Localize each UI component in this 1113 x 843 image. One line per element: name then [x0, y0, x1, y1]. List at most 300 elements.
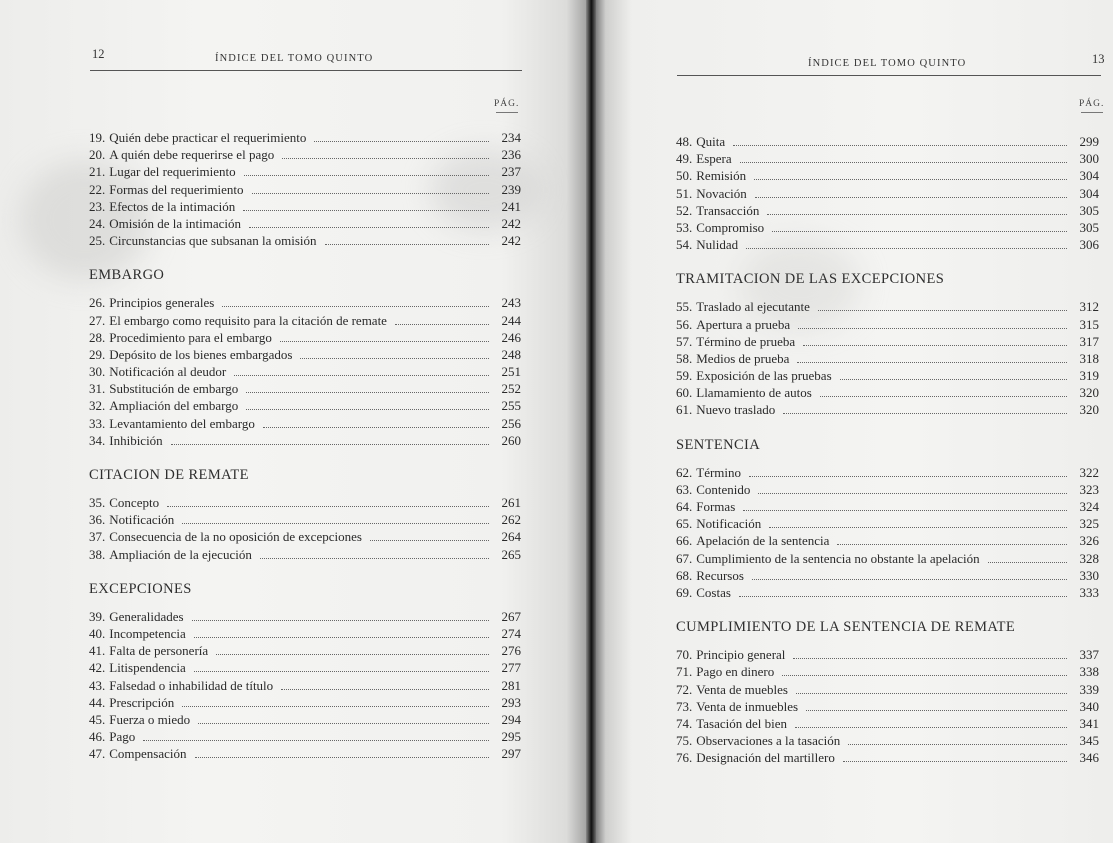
entry-title: A quién debe requerirse el pago: [109, 147, 275, 163]
entry-number: 73.: [676, 698, 693, 714]
entry-title: Substitución de embargo: [109, 381, 239, 397]
entry-page-number: 236: [501, 147, 521, 163]
toc-entry: [676, 482, 1099, 499]
toc-entry: [89, 729, 521, 746]
dot-leader: [246, 392, 489, 393]
entry-number: 46.: [89, 729, 106, 745]
dot-leader: [988, 562, 1067, 563]
dot-leader: [798, 328, 1067, 329]
entry-title: Prescripción: [109, 694, 175, 710]
entry-page-number: 326: [1079, 533, 1099, 549]
section-heading: TRAMITACION DE LAS EXCEPCIONES: [676, 271, 945, 288]
entry-number: 23.: [89, 198, 106, 214]
dot-leader: [837, 544, 1067, 545]
toc-entry: [676, 237, 1099, 254]
entry-number: 25.: [89, 233, 106, 249]
entry-page-number: 328: [1079, 550, 1099, 566]
toc-entry: [89, 678, 521, 695]
toc-entry: [89, 712, 521, 729]
page-number: 13: [1092, 52, 1105, 66]
entry-title: Transacción: [696, 202, 760, 218]
entry-page-number: 295: [501, 729, 521, 745]
toc-entry: [89, 512, 521, 529]
entry-title: Notificación al deudor: [109, 364, 227, 380]
entry-title: Espera: [696, 151, 732, 167]
entry-page-number: 339: [1079, 681, 1099, 697]
entry-number: 76.: [676, 750, 693, 766]
dot-leader: [194, 671, 489, 672]
entry-title: Compromiso: [696, 219, 765, 235]
entry-number: 37.: [89, 529, 106, 545]
entry-page-number: 320: [1079, 385, 1099, 401]
dot-leader: [746, 248, 1067, 249]
toc-entry: [89, 182, 521, 199]
entry-page-number: 241: [501, 198, 521, 214]
entry-title: Medios de prueba: [696, 350, 790, 366]
dot-leader: [216, 654, 489, 655]
entry-page-number: 262: [501, 512, 521, 528]
dot-leader: [795, 727, 1067, 728]
toc-entry: [676, 402, 1099, 419]
toc-entry: [676, 664, 1099, 681]
entry-page-number: 346: [1079, 750, 1099, 766]
entry-page-number: 325: [1079, 516, 1099, 532]
toc-entry: [676, 186, 1099, 203]
toc-entry: [89, 199, 521, 216]
entry-number: 55.: [676, 299, 693, 315]
entry-page-number: 345: [1079, 733, 1099, 749]
dot-leader: [758, 493, 1067, 494]
entry-number: 22.: [89, 181, 106, 197]
toc-entry: [89, 398, 521, 415]
entry-number: 67.: [676, 550, 693, 566]
toc-entry: [89, 695, 521, 712]
dot-leader: [195, 757, 489, 758]
dot-leader: [325, 244, 490, 245]
toc-entry: [89, 746, 521, 763]
entry-number: 52.: [676, 202, 693, 218]
dot-leader: [198, 723, 489, 724]
entry-page-number: 297: [501, 746, 521, 762]
entry-title: Observaciones a la tasación: [696, 733, 841, 749]
entry-title: Generalidades: [109, 608, 184, 624]
running-head: ÍNDICE DEL TOMO QUINTO: [215, 53, 374, 64]
toc-entry: [89, 295, 521, 312]
entry-title: Fuerza o miedo: [109, 711, 191, 727]
entry-number: 50.: [676, 168, 693, 184]
entry-title: Llamamiento de autos: [696, 385, 812, 401]
entry-number: 48.: [676, 134, 693, 149]
entry-page-number: 251: [501, 364, 521, 380]
entry-title: Falta de personería: [109, 643, 209, 659]
dot-leader: [300, 358, 489, 359]
toc-entry: [89, 433, 521, 450]
dot-leader: [739, 596, 1067, 597]
entry-number: 68.: [676, 567, 693, 583]
entry-number: 49.: [676, 151, 693, 167]
entry-title: Designación del martillero: [696, 750, 835, 766]
entry-page-number: 237: [501, 164, 521, 180]
entry-title: Ampliación de la ejecución: [109, 546, 252, 562]
dot-leader: [246, 409, 489, 410]
entry-page-number: 315: [1079, 316, 1099, 332]
entry-number: 72.: [676, 681, 693, 697]
toc-entry: [89, 416, 521, 433]
entry-page-number: 255: [501, 398, 521, 414]
entry-title: Novación: [696, 185, 747, 201]
entry-title: Procedimiento para el embargo: [109, 329, 272, 345]
dot-leader: [314, 141, 489, 142]
dot-leader: [806, 710, 1067, 711]
entry-title: Circunstancias que subsanan la omisión: [109, 233, 317, 249]
entry-title: Formas: [696, 499, 736, 514]
entry-title: Quita: [696, 134, 726, 149]
dot-leader: [182, 706, 489, 707]
dot-leader: [282, 158, 489, 159]
entry-page-number: 319: [1079, 368, 1099, 384]
dot-leader: [752, 579, 1067, 580]
toc-entry: [676, 299, 1099, 316]
entry-page-number: 246: [501, 329, 521, 345]
toc-entry: [676, 533, 1099, 550]
entry-number: 26.: [89, 295, 106, 311]
entry-page-number: 261: [501, 495, 521, 510]
dot-leader: [749, 476, 1067, 477]
entry-number: 20.: [89, 147, 106, 163]
entry-number: 65.: [676, 516, 693, 532]
toc-entry: [89, 381, 521, 398]
dot-leader: [767, 214, 1067, 215]
toc-entry: [676, 585, 1099, 602]
entry-title: Notificación: [696, 516, 762, 532]
dot-leader: [848, 744, 1067, 745]
dot-leader: [370, 540, 489, 541]
entry-title: Exposición de las pruebas: [696, 368, 832, 384]
page-column-label: PÁG.: [494, 99, 519, 113]
section-heading: CUMPLIMIENTO DE LA SENTENCIA DE REMATE: [676, 619, 1016, 636]
entry-title: Consecuencia de la no oposición de excepciones: [109, 529, 362, 545]
entry-number: 35.: [89, 495, 106, 510]
entry-page-number: 304: [1079, 185, 1099, 201]
entry-number: 69.: [676, 584, 693, 600]
entry-number: 59.: [676, 368, 693, 384]
entry-number: 61.: [676, 402, 693, 418]
dot-leader: [782, 675, 1067, 676]
dot-leader: [260, 558, 489, 559]
entry-page-number: 248: [501, 346, 521, 362]
entry-page-number: 304: [1079, 168, 1099, 184]
entry-page-number: 276: [501, 643, 521, 659]
entry-title: Apelación de la sentencia: [696, 533, 830, 549]
entry-title: Efectos de la intimación: [109, 198, 236, 214]
entry-number: 71.: [676, 664, 693, 680]
section-heading: CITACION DE REMATE: [89, 467, 249, 483]
entry-number: 43.: [89, 677, 106, 693]
dot-leader: [772, 231, 1067, 232]
entry-page-number: 312: [1079, 299, 1099, 315]
toc-entry: [676, 682, 1099, 699]
toc-entry: [89, 313, 521, 330]
entry-page-number: 239: [501, 181, 521, 197]
dot-leader: [755, 197, 1067, 198]
entry-title: Apertura a prueba: [696, 316, 791, 332]
entry-number: 19.: [89, 130, 106, 145]
toc-entry: [676, 699, 1099, 716]
entry-title: Compensación: [109, 746, 187, 762]
entry-number: 34.: [89, 432, 106, 448]
dot-leader: [194, 637, 489, 638]
dot-leader: [249, 227, 489, 228]
entry-page-number: 242: [501, 215, 521, 231]
entry-number: 75.: [676, 733, 693, 749]
entry-title: Concepto: [109, 495, 160, 510]
toc-entry: [89, 495, 521, 512]
dot-leader: [252, 193, 489, 194]
dot-leader: [840, 379, 1067, 380]
entry-page-number: 234: [501, 130, 521, 145]
table-of-contents: [89, 130, 521, 763]
entry-number: 44.: [89, 694, 106, 710]
entry-number: 21.: [89, 164, 106, 180]
dot-leader: [244, 175, 489, 176]
entry-number: 29.: [89, 346, 106, 362]
toc-entry: [676, 385, 1099, 402]
dot-leader: [143, 740, 489, 741]
dot-leader: [769, 527, 1067, 528]
header-rule: [677, 75, 1101, 76]
dot-leader: [243, 210, 489, 211]
entry-number: 64.: [676, 499, 693, 514]
dot-leader: [234, 375, 489, 376]
toc-entry: [676, 647, 1099, 664]
book-spine: [586, 0, 596, 843]
entry-number: 47.: [89, 746, 106, 762]
entry-page-number: 322: [1079, 464, 1099, 480]
entry-page-number: 306: [1079, 237, 1099, 253]
entry-title: Formas del requerimiento: [109, 181, 244, 197]
toc-entry: [676, 220, 1099, 237]
section-heading: SENTENCIA: [676, 436, 761, 453]
entry-title: Término de prueba: [696, 333, 796, 349]
dot-leader: [167, 506, 489, 507]
entry-page-number: 267: [501, 608, 521, 624]
entry-number: 39.: [89, 608, 106, 624]
entry-number: 57.: [676, 333, 693, 349]
dot-leader: [192, 620, 489, 621]
entry-page-number: 318: [1079, 350, 1099, 366]
toc-entry: [89, 216, 521, 233]
toc-entry: [89, 130, 521, 147]
dot-leader: [280, 341, 489, 342]
dot-leader: [793, 658, 1067, 659]
entry-page-number: 338: [1079, 664, 1099, 680]
entry-page-number: 323: [1079, 481, 1099, 497]
entry-number: 74.: [676, 715, 693, 731]
entry-title: Venta de muebles: [696, 681, 788, 697]
toc-entry: [89, 347, 521, 364]
dot-leader: [222, 306, 489, 307]
entry-number: 51.: [676, 185, 693, 201]
toc-entry: [89, 529, 521, 546]
toc-entry: [676, 168, 1099, 185]
entry-title: Cumplimiento de la sentencia no obstante la apelación: [696, 550, 980, 566]
entry-title: Costas: [696, 584, 731, 600]
dot-leader: [281, 689, 489, 690]
entry-title: Notificación: [109, 512, 175, 528]
toc-entry: [676, 351, 1099, 368]
entry-number: 31.: [89, 381, 106, 397]
entry-page-number: 244: [501, 312, 521, 328]
entry-page-number: 277: [501, 660, 521, 676]
entry-title: Principio general: [696, 647, 786, 663]
entry-title: Venta de inmuebles: [696, 698, 799, 714]
entry-page-number: 330: [1079, 567, 1099, 583]
entry-page-number: 337: [1079, 647, 1099, 663]
entry-number: 70.: [676, 647, 693, 663]
entry-title: El embargo como requisito para la citación de remate: [109, 312, 387, 328]
dot-leader: [796, 693, 1067, 694]
toc-entry: [676, 516, 1099, 533]
toc-entry: [676, 499, 1099, 516]
toc-entry: [676, 750, 1099, 767]
entry-number: 62.: [676, 464, 693, 480]
entry-page-number: 340: [1079, 698, 1099, 714]
dot-leader: [754, 179, 1067, 180]
dot-leader: [263, 427, 489, 428]
dot-leader: [743, 510, 1067, 511]
toc-entry: [676, 551, 1099, 568]
entry-page-number: 281: [501, 677, 521, 693]
entry-page-number: 274: [501, 625, 521, 641]
entry-number: 45.: [89, 711, 106, 727]
entry-number: 54.: [676, 237, 693, 253]
entry-title: Traslado al ejecutante: [696, 299, 810, 315]
entry-title: Tasación del bien: [696, 715, 788, 731]
entry-title: Litispendencia: [109, 660, 186, 676]
running-head: ÍNDICE DEL TOMO QUINTO: [808, 58, 967, 69]
toc-entry: [89, 660, 521, 677]
toc-entry: [89, 609, 521, 626]
entry-page-number: 264: [501, 529, 521, 545]
table-of-contents: [676, 134, 1099, 767]
toc-entry: [89, 147, 521, 164]
section-heading: EXCEPCIONES: [89, 580, 192, 597]
entry-title: Término: [696, 464, 742, 480]
entry-page-number: 242: [501, 233, 521, 249]
entry-number: 28.: [89, 329, 106, 345]
dot-leader: [740, 162, 1067, 163]
entry-page-number: 293: [501, 694, 521, 710]
entry-number: 27.: [89, 312, 106, 328]
entry-title: Quién debe practicar el requerimiento: [109, 130, 307, 145]
toc-entry: [89, 364, 521, 381]
entry-number: 36.: [89, 512, 106, 528]
entry-page-number: 256: [501, 415, 521, 431]
entry-number: 24.: [89, 215, 106, 231]
entry-number: 42.: [89, 660, 106, 676]
entry-page-number: 294: [501, 711, 521, 727]
dot-leader: [843, 761, 1067, 762]
dot-leader: [797, 362, 1067, 363]
dot-leader: [395, 324, 489, 325]
entry-title: Levantamiento del embargo: [109, 415, 255, 431]
entry-number: 38.: [89, 546, 106, 562]
toc-entry: [676, 317, 1099, 334]
entry-number: 60.: [676, 385, 693, 401]
section-heading: EMBARGO: [89, 267, 165, 284]
entry-title: Contenido: [696, 481, 751, 497]
entry-page-number: 252: [501, 381, 521, 397]
toc-entry: [89, 626, 521, 643]
dot-leader: [820, 396, 1067, 397]
entry-page-number: 300: [1079, 151, 1099, 167]
entry-page-number: 341: [1079, 715, 1099, 731]
entry-page-number: 243: [501, 295, 521, 311]
entry-title: Ampliación del embargo: [109, 398, 239, 414]
toc-entry: [676, 134, 1099, 151]
entry-number: 40.: [89, 625, 106, 641]
entry-page-number: 299: [1079, 134, 1099, 149]
entry-number: 41.: [89, 643, 106, 659]
toc-entry: [89, 330, 521, 347]
toc-entry: [676, 368, 1099, 385]
entry-title: Pago: [109, 729, 136, 745]
dot-leader: [783, 413, 1067, 414]
entry-number: 63.: [676, 481, 693, 497]
entry-title: Incompetencia: [109, 625, 186, 641]
entry-page-number: 265: [501, 546, 521, 562]
toc-entry: [676, 203, 1099, 220]
toc-entry: [89, 547, 521, 564]
toc-entry: [676, 465, 1099, 482]
toc-entry: [89, 643, 521, 660]
entry-title: Falsedad o inhabilidad de título: [109, 677, 274, 693]
entry-page-number: 320: [1079, 402, 1099, 418]
entry-title: Pago en dinero: [696, 664, 775, 680]
dot-leader: [182, 523, 489, 524]
toc-entry: [676, 568, 1099, 585]
dot-leader: [803, 345, 1067, 346]
entry-number: 30.: [89, 364, 106, 380]
entry-page-number: 305: [1079, 219, 1099, 235]
entry-title: Depósito de los bienes embargados: [109, 346, 293, 362]
entry-title: Omisión de la intimación: [109, 215, 242, 231]
entry-number: 32.: [89, 398, 106, 414]
entry-number: 56.: [676, 316, 693, 332]
entry-page-number: 324: [1079, 499, 1099, 514]
dot-leader: [818, 310, 1067, 311]
entry-title: Lugar del requerimiento: [109, 164, 236, 180]
entry-page-number: 317: [1079, 333, 1099, 349]
dot-leader: [733, 145, 1067, 146]
header-rule: [90, 70, 522, 71]
entry-title: Nulidad: [696, 237, 739, 253]
entry-title: Nuevo traslado: [696, 402, 776, 418]
entry-title: Principios generales: [109, 295, 215, 311]
toc-entry: [89, 164, 521, 181]
entry-title: Remisión: [696, 168, 747, 184]
page-column-label: PÁG.: [1079, 99, 1104, 113]
toc-entry: [676, 716, 1099, 733]
page-number: 12: [92, 47, 105, 61]
toc-entry: [676, 334, 1099, 351]
toc-entry: [676, 151, 1099, 168]
entry-number: 33.: [89, 415, 106, 431]
entry-number: 53.: [676, 219, 693, 235]
dot-leader: [171, 444, 489, 445]
entry-page-number: 260: [501, 432, 521, 448]
entry-page-number: 305: [1079, 202, 1099, 218]
